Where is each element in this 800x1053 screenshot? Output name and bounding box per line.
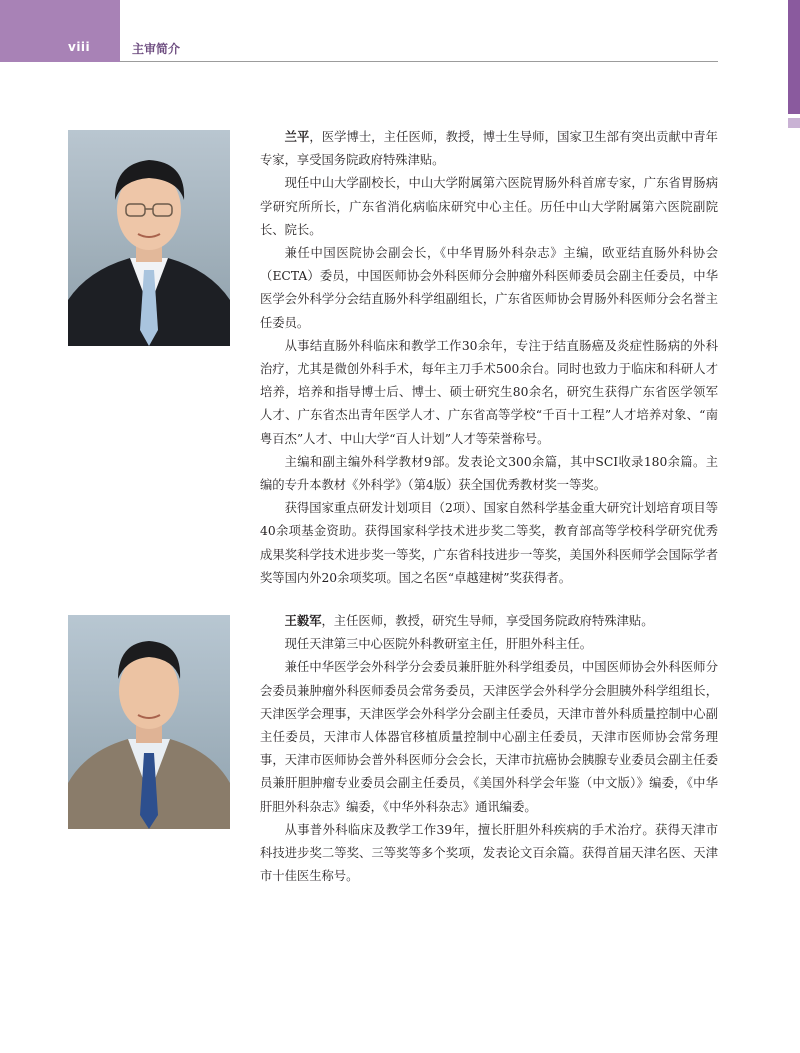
profile-lan-ping xyxy=(260,126,718,590)
portrait-photo-wang-yijun xyxy=(68,615,230,829)
header-divider xyxy=(120,61,718,62)
profile-intro-paragraph xyxy=(260,610,718,633)
bio-paragraph: ，医学博士，主任医师，教授，博士生导师，国家卫生部有突出贡献中青年专家，享受国务院政府特殊津贴。 xyxy=(260,130,718,168)
profile-name: 兰平 xyxy=(284,130,310,144)
bio-paragraph: 现任中山大学副校长，中山大学附属第六医院胃肠外科首席专家，广东省胃肠病学研究所所长，广东省消化病临床研究中心主任。历任中山大学附属第六医院副院长、院长。 xyxy=(260,176,718,237)
profile-name: 王毅军 xyxy=(284,614,322,628)
bio-paragraph: 从事结直肠外科临床和教学工作30余年，专注于结直肠癌及炎症性肠病的外科治疗，尤其是微创外科手术，每年主刀手术500余台。同时也致力于临床和科研人才培养，培养和指导博士后、博士、硕士研究生80余名，研究生获得广东省医学领军人才、广东省杰出青年医学人才、广东省高等学校“千百十工程”人才培养对象、“南粤百杰”人才、中山大学“百人计划”人才等荣誉称号。 xyxy=(260,338,718,446)
bio-paragraph: 主编和副主编外科学教材9部。发表论文300余篇，其中SCI收录180余篇。主编的专升本教材《外科学》（第4版）获全国优秀教材奖一等奖。 xyxy=(260,454,718,493)
profile-wang-yijun xyxy=(260,610,718,888)
portrait-photo-lan-ping xyxy=(68,130,230,346)
bio-paragraph: 从事普外科临床及教学工作39年，擅长肝胆外科疾病的手术治疗。获得天津市科技进步奖二等奖、三等奖等多个奖项，发表论文百余篇。获得首届天津名医、天津市十佳医生称号。 xyxy=(260,822,718,884)
bio-paragraph: 现任天津第三中心医院外科教研室主任，肝胆外科主任。 xyxy=(284,637,593,652)
bio-paragraph: 兼任中华医学会外科学分会委员兼肝脏外科学组委员，中国医师协会外科医师分会委员兼肿瘤外科医师委员会常务委员，天津医学会外科学分会胆胰外科学组组长，天津医学会理事，天津医学会外科学分会副主任委员，天津市普外科质量控制中心副主任委员，天津市人体器官移植质量控制中心副主任委员，天津市医师协会常务理事，天津市医师协会普外科医师分会会长，天津市抗癌协会胰腺专业委员会副主任委员兼肝胆肿瘤专业委员会副主任委员，《美国外科学会年鉴（中文版）》编委，《中华肝胆外科杂志》编委，《中华外科杂志》通讯编委。 xyxy=(260,660,718,814)
bio-paragraph: ，主任医师，教授，研究生导师，享受国务院政府特殊津贴。 xyxy=(321,614,654,628)
bio-paragraph: 兼任中国医院协会副会长，《中华胃肠外科杂志》主编，欧亚结直肠外科协会（ECTA）委员，中国医师协会外科医师分会肿瘤外科医师委员会副主任委员，中华医学会外科学分会结直肠外科学组副组长，广东省医师协会胃肠外科医师分会名誉主任委员。 xyxy=(260,246,718,330)
page-number: viii xyxy=(68,40,91,54)
profile-intro-paragraph xyxy=(260,126,718,172)
page-edge-marker-light xyxy=(788,118,800,128)
section-title: 主审简介 xyxy=(132,42,181,56)
page-edge-marker xyxy=(788,0,800,114)
header-color-tab xyxy=(0,0,120,62)
bio-paragraph: 获得国家重点研发计划项目（2项）、国家自然科学基金重大研究计划培育项目等40余项基金资助。获得国家科学技术进步奖二等奖，教育部高等学校科学研究优秀成果奖科学技术进步奖一等奖，广东省科技进步一等奖，美国外科医师学会国际学者奖等国内外20余项奖项。国之名医“卓越建树”奖获得者。 xyxy=(260,501,718,585)
